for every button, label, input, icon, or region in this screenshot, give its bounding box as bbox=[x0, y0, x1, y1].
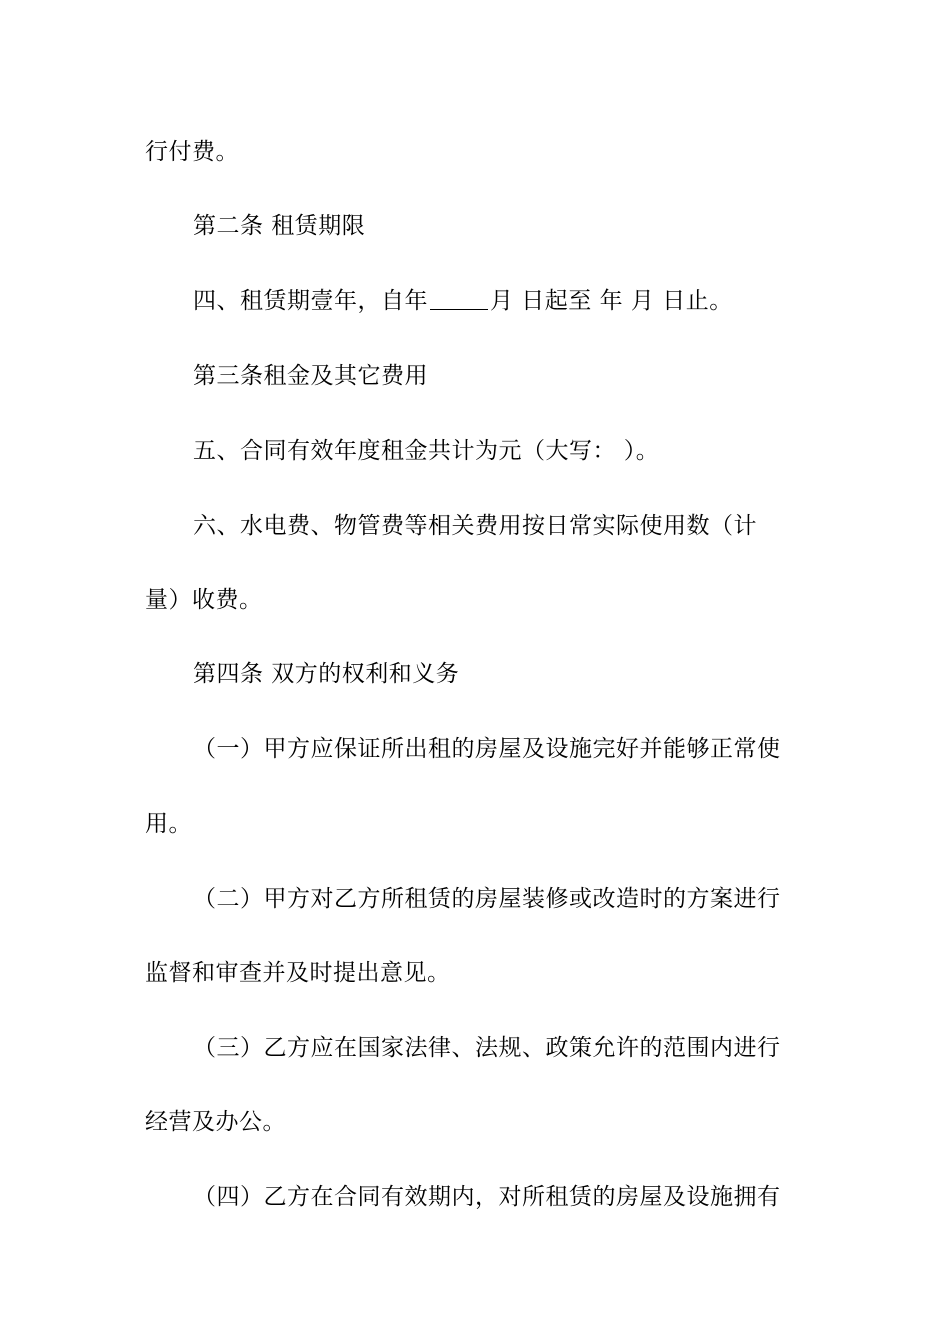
paragraph-line bbox=[193, 286, 853, 316]
paragraph-line bbox=[193, 884, 853, 914]
paragraph-line bbox=[145, 809, 805, 839]
paragraph-line bbox=[145, 585, 805, 615]
line-text: 监督和审查并及时提出意见。 bbox=[145, 960, 451, 986]
paragraph-line bbox=[193, 1033, 853, 1063]
line-text: （四）乙方在合同有效期内，对所租赁的房屋及设施拥有 bbox=[193, 1184, 781, 1210]
paragraph-line bbox=[145, 137, 805, 167]
line-text: 六、水电费、物管费等相关费用按日常实际使用数（计 bbox=[193, 513, 757, 539]
paragraph-line bbox=[193, 511, 805, 541]
line-text: 行付费。 bbox=[145, 139, 239, 165]
heading-text: 第二条 租赁期限 bbox=[193, 213, 366, 239]
heading-text: 第四条 双方的权利和义务 bbox=[193, 661, 460, 687]
line-text: （三）乙方应在国家法律、法规、政策允许的范围内进行 bbox=[193, 1035, 781, 1061]
article-heading bbox=[193, 361, 853, 391]
line-text: 量）收费。 bbox=[145, 587, 263, 613]
paragraph-line bbox=[193, 436, 853, 466]
paragraph-line bbox=[145, 958, 805, 988]
heading-text: 第三条租金及其它费用 bbox=[193, 363, 428, 389]
paragraph-line bbox=[145, 1107, 805, 1137]
line-text: 经营及办公。 bbox=[145, 1109, 286, 1135]
line-text: 月 日起至 年 月 日止。 bbox=[490, 288, 733, 314]
line-text: 四、租赁期壹年，自年 bbox=[193, 288, 428, 314]
line-text: （一）甲方应保证所出租的房屋及设施完好并能够正常使 bbox=[193, 736, 781, 762]
fill-in-blank bbox=[430, 289, 488, 310]
article-heading bbox=[193, 659, 853, 689]
line-text: 用。 bbox=[145, 811, 192, 837]
line-text: （二）甲方对乙方所租赁的房屋装修或改造时的方案进行 bbox=[193, 886, 781, 912]
paragraph-line bbox=[193, 1182, 853, 1212]
article-heading bbox=[193, 211, 853, 241]
paragraph-line bbox=[193, 734, 853, 764]
line-text: 五、合同有效年度租金共计为元（大写： ）。 bbox=[193, 438, 660, 464]
